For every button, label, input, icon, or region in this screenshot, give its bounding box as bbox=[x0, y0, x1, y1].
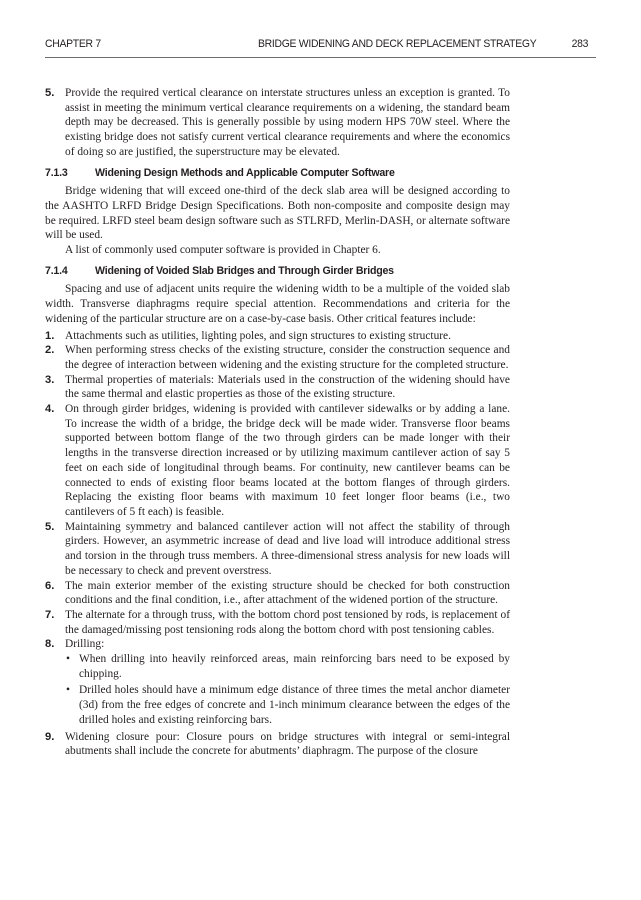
list-item bbox=[45, 402, 510, 520]
list-number: 2. bbox=[45, 344, 55, 357]
section-title: Widening of Voided Slab Bridges and Through Girder Bridges bbox=[95, 264, 394, 277]
bullet-text: When drilling into heavily reinforced areas, main reinforcing bars need to be exposed by chipping. bbox=[79, 653, 510, 680]
list-item bbox=[45, 343, 510, 372]
list-number: 9. bbox=[45, 730, 55, 743]
bullet-text: Drilled holes should have a minimum edge distance of three times the metal anchor diameter (3d) from the free edges of concrete and 1-inch minimum clearance between the edges of the drilled holes and existing reinforcing bars. bbox=[79, 684, 510, 726]
header-rule bbox=[45, 57, 596, 58]
list-text: Attachments such as utilities, lighting poles, and sign structures to existing structure. bbox=[65, 329, 451, 342]
chapter-label: CHAPTER 7 bbox=[45, 38, 101, 50]
section-heading-7-1-4 bbox=[45, 264, 510, 279]
page-number: 283 bbox=[571, 38, 589, 50]
list-text: Provide the required vertical clearance on interstate structures unless an exception is granted. To assist in meeting the minimum vertical clearance requirements on a widening, the standard beam depth may be decreased. This is generally possible by using modern HPS 70W steel. Where the existing bridge does not satisfy current vertical clearance requirements and where the economics of doing so are justified, the superstructure may be elevated. bbox=[65, 87, 510, 158]
list-number: 1. bbox=[45, 329, 55, 342]
section-title: Widening Design Methods and Applicable Computer Software bbox=[95, 166, 395, 179]
bullet-item bbox=[65, 683, 510, 727]
section-number: 7.1.3 bbox=[45, 166, 68, 179]
list-item-closure-pour bbox=[45, 730, 510, 759]
list-number: 8. bbox=[45, 638, 55, 651]
list-item bbox=[45, 329, 510, 344]
list-text: The main exterior member of the existing structure should be checked for both construction conditions and the final condition, i.e., after attachment of the widened portion of the structure. bbox=[65, 579, 510, 607]
list-item bbox=[45, 520, 510, 579]
list-number: 5. bbox=[45, 520, 55, 533]
section-number: 7.1.4 bbox=[45, 264, 68, 277]
list-item-drilling bbox=[45, 637, 510, 727]
list-text: Thermal properties of materials: Materials used in the construction of the widening should have the same thermal and elastic properties as those of the existing structure. bbox=[65, 373, 510, 401]
list-text: When performing stress checks of the existing structure, consider the construction sequence and the degree of interaction between widening and the existing structure for the completed structure. bbox=[65, 344, 510, 371]
running-header bbox=[45, 38, 589, 56]
list-number: 3. bbox=[45, 373, 55, 386]
paragraph: Bridge widening that will exceed one-third of the deck slab area will be designed according to the AASHTO LRFD Bridge Design Specifications. Both non-composite and composite design may be required. LRFD steel beam design software such as STLRFD, Merlin-DASH, or alternate software will be used. bbox=[45, 185, 510, 242]
list-number: 5. bbox=[45, 87, 55, 99]
list-item bbox=[45, 373, 510, 402]
section-heading-7-1-3 bbox=[45, 166, 510, 181]
list-number: 4. bbox=[45, 403, 55, 416]
paragraph: A list of commonly used computer software is provided in Chapter 6. bbox=[65, 244, 381, 257]
list-text: Drilling: bbox=[65, 638, 105, 651]
paragraph: Spacing and use of adjacent units require the widening width to be a multiple of the voided slab width. Transverse diaphragms require special attention. Recommendations and criteria for the widening of the particular structure are on a case-by-case basis. Other critical features include: bbox=[45, 283, 510, 325]
list-item bbox=[45, 579, 510, 608]
list-item-5-top bbox=[45, 86, 510, 160]
bullet-list bbox=[65, 652, 510, 728]
list-text: On through girder bridges, widening is provided with cantilever sidewalks or by adding a lane. To increase the width of a bridge, the bridge deck will be made wider. Transverse floor beams supported between bottom flange of the two through girders can be made longer with their lengths in the transverse direction increased or by utilizing maximum cantilever action of say 5 feet on each side of longitudinal through beams. For continuity, new cantilever beams can be connected to ends of existing floor beams located at the bottom flanges of through girders. Replacing the existing floor beams with maximum 10 feet longer floor beams (i.e., two cantilevers of 5 ft each) is feasible. bbox=[65, 403, 510, 518]
bullet-icon: • bbox=[66, 684, 70, 697]
bullet-item bbox=[65, 652, 510, 681]
list-item bbox=[45, 608, 510, 637]
list-text: Widening closure pour: Closure pours on bridge structures with integral or semi-integral abutments shall include the concrete for abutments’ diaphragm. The purpose of the closure bbox=[65, 730, 510, 758]
running-title: BRIDGE WIDENING AND DECK REPLACEMENT STRATEGY bbox=[257, 38, 537, 50]
bullet-icon: • bbox=[66, 653, 70, 666]
list-text: The alternate for a through truss, with the bottom chord post tensioned by rods, is replacement of the damaged/missing post tensioning rods along the bottom chord with post tensioning cables. bbox=[65, 608, 510, 636]
list-number: 7. bbox=[45, 608, 55, 621]
list-number: 6. bbox=[45, 579, 55, 592]
page-body bbox=[45, 86, 510, 759]
list-text: Maintaining symmetry and balanced cantilever action will not affect the stability of through girders. However, an asymmetric increase of dead and live load will introduce additional stress and torsion in the through truss members. A three-dimensional stress analysis for new loads will be necessary to check and prevent overstress. bbox=[65, 520, 510, 577]
